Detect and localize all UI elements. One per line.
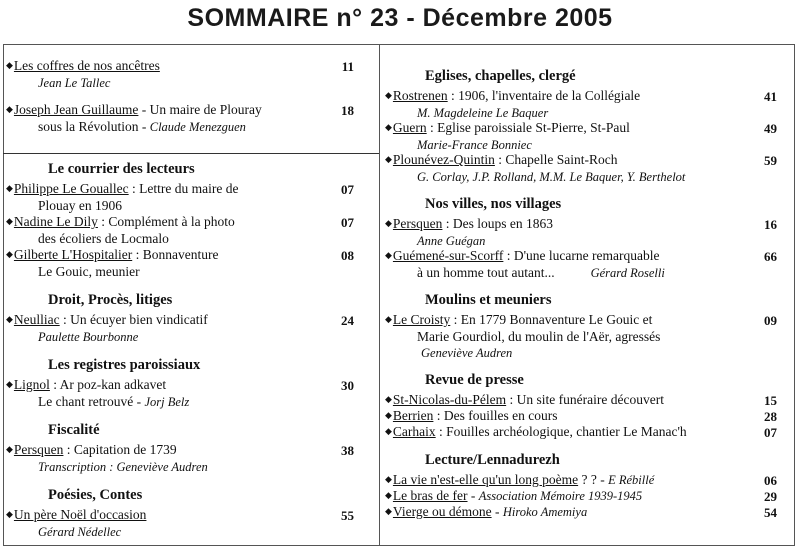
entry-line (6, 198, 238, 214)
toc-entry (385, 424, 687, 441)
entry-line (6, 312, 208, 329)
entry-title: Philippe Le Goualleс (13, 181, 129, 196)
entry-title: Vierge ou démone (392, 504, 492, 519)
entry-line (6, 58, 160, 75)
entry-title: Persquen (392, 216, 443, 231)
page-number: 28 (764, 409, 777, 424)
diamond-bullet-icon: ◆ (385, 474, 392, 484)
section-heading: Le courrier des lecteurs (48, 161, 195, 177)
page-number: 24 (341, 313, 354, 328)
section-heading: Lecture/Lennadurezh (425, 452, 560, 468)
entry-line (385, 312, 660, 329)
toc-entry (6, 247, 218, 280)
toc-entry (385, 152, 685, 185)
entry-line (6, 102, 262, 119)
entry-title: La vie n'est-elle qu'un long poème (392, 472, 579, 487)
diamond-bullet-icon: ◆ (385, 154, 392, 164)
entry-subtitle: : Fouilles archéologique, chantier Le Manac'h (435, 424, 687, 439)
section-heading: Droit, Procès, litiges (48, 292, 173, 308)
diamond-bullet-icon: ◆ (6, 216, 13, 226)
entry-line (6, 119, 262, 135)
section-heading: Eglises, chapelles, clergé (425, 68, 576, 84)
entry-subtitle: : Eglise paroissiale St-Pierre, St-Paul (426, 120, 630, 135)
toc-entry (6, 377, 189, 410)
entry-author: Jean Le Tallec (38, 76, 111, 90)
toc-entry (6, 181, 238, 214)
page-number: 59 (764, 153, 777, 168)
diamond-bullet-icon: ◆ (385, 250, 392, 260)
diamond-bullet-icon: ◆ (6, 509, 13, 519)
entry-title: Les coffres de nos ancêtres (13, 58, 160, 73)
entry-line (385, 424, 687, 441)
entry-author: Paulette Bourbonne (38, 330, 139, 344)
entry-subtitle: Marie Gourdiol, du moulin de l'Aër, agressés (417, 329, 661, 344)
page-number: 06 (764, 473, 777, 488)
entry-title: Joseph Jean Guillaume (13, 102, 139, 117)
entry-line (385, 392, 664, 409)
entry-line (385, 88, 640, 105)
toc-entry (385, 488, 642, 505)
entry-title: Carhaix (392, 424, 436, 439)
page-number: 66 (764, 249, 777, 264)
diamond-bullet-icon: ◆ (6, 444, 13, 454)
diamond-bullet-icon: ◆ (6, 379, 13, 389)
entry-line (385, 216, 553, 233)
diamond-bullet-icon: ◆ (385, 122, 392, 132)
entry-subtitle: - Un maire de Plouray (138, 102, 262, 117)
entry-line (385, 120, 630, 137)
diamond-bullet-icon: ◆ (6, 314, 13, 324)
entry-line (385, 233, 553, 249)
entry-line (385, 169, 685, 185)
entry-author: M. Magdeleine Le Baquer (417, 106, 549, 120)
entry-subtitle: - (467, 488, 479, 503)
entry-subtitle: : Des loups en 1863 (442, 216, 554, 231)
section-heading: Poésies, Contes (48, 487, 143, 503)
diamond-bullet-icon: ◆ (385, 506, 392, 516)
section-heading: Nos villes, nos villages (425, 196, 562, 212)
page-number: 55 (341, 508, 354, 523)
entry-subtitle: : Ar poz-kan adkavet (49, 377, 167, 392)
page-number: 38 (341, 443, 354, 458)
entry-subtitle: sous la Révolution - (38, 119, 150, 134)
entry-subtitle: : D'une lucarne remarquable (503, 248, 660, 263)
toc-entry (6, 312, 208, 345)
entry-title: Lignol (13, 377, 50, 392)
entry-line (6, 377, 189, 394)
entry-title: Gilberte L'Hospitalier (13, 247, 133, 262)
page-number: 16 (764, 217, 777, 232)
entry-line (385, 504, 587, 521)
entry-title: Le Croisty (392, 312, 451, 327)
entry-title: Berrien (392, 408, 434, 423)
entry-author: Claude Menezguen (149, 120, 246, 134)
entry-title: Neulliac (13, 312, 60, 327)
entry-title: Nadine Le Dily (13, 214, 98, 229)
entry-subtitle: Le chant retrouvé - (38, 394, 145, 409)
toc-entry (385, 504, 587, 521)
entry-line (385, 345, 660, 361)
page-number: 11 (341, 59, 354, 74)
diamond-bullet-icon: ◆ (385, 490, 392, 500)
toc-entry (385, 248, 665, 281)
entry-subtitle: Le Gouic, meunier (38, 264, 140, 279)
toc-entry (6, 58, 160, 91)
section-heading: Revue de presse (425, 372, 524, 388)
entry-subtitle: : En 1779 Bonnaventure Le Gouic et (450, 312, 653, 327)
toc-entry (385, 216, 553, 249)
page-number: 09 (764, 313, 777, 328)
entry-title: Guémené-sur-Scorff (392, 248, 504, 263)
entry-subtitle: Plouay en 1906 (38, 198, 122, 213)
entry-title: Plounévez-Quintin (392, 152, 495, 167)
entry-line (385, 329, 660, 345)
entry-line (385, 105, 640, 121)
entry-subtitle: : Bonnaventure (132, 247, 219, 262)
entry-line (6, 329, 208, 345)
toc-entry (385, 392, 664, 409)
entry-subtitle: : Capitation de 1739 (63, 442, 177, 457)
entry-author: Hiroko Amemiya (502, 505, 588, 519)
toc-entry (385, 88, 640, 121)
entry-line (385, 472, 654, 489)
entry-title: St-Nicolas-du-Pélem (392, 392, 507, 407)
toc-entry (385, 312, 660, 361)
diamond-bullet-icon: ◆ (6, 60, 13, 70)
page-number: 07 (341, 215, 354, 230)
entry-line (385, 265, 665, 281)
page-number: 30 (341, 378, 354, 393)
page-number: 07 (341, 182, 354, 197)
entry-line (6, 214, 235, 231)
toc-entry (6, 214, 235, 247)
toc-entry (385, 472, 654, 489)
diamond-bullet-icon: ◆ (6, 183, 13, 193)
entry-line (6, 524, 146, 540)
entry-subtitle: à un homme tout autant... (417, 265, 555, 280)
entry-subtitle: : Lettre du maire de (128, 181, 239, 196)
page-number: 29 (764, 489, 777, 504)
entry-line (385, 152, 685, 169)
page-number: 49 (764, 121, 777, 136)
toc-entry (385, 120, 630, 153)
entry-line (6, 264, 218, 280)
entry-line (6, 75, 160, 91)
toc-entry (6, 442, 208, 475)
entry-author: Marie-France Bonniec (417, 138, 532, 152)
entry-title: Persquen (13, 442, 64, 457)
section-heading: Les registres paroissiaux (48, 357, 201, 373)
toc-entry (385, 408, 558, 425)
section-heading: Moulins et meuniers (425, 292, 552, 308)
entry-author: G. Corlay, J.P. Rolland, M.M. Le Baquer, Y. Berthelot (417, 170, 686, 184)
entry-subtitle: : Chapelle Saint-Roch (494, 152, 618, 167)
diamond-bullet-icon: ◆ (385, 426, 392, 436)
toc-entry (6, 507, 146, 540)
diamond-bullet-icon: ◆ (385, 218, 392, 228)
entry-subtitle: : Complément à la photo (97, 214, 235, 229)
entry-line (6, 231, 235, 247)
diamond-bullet-icon: ◆ (385, 90, 392, 100)
entry-author: Anne Guégan (417, 234, 486, 248)
entry-title: Rostrenen (392, 88, 448, 103)
entry-line (385, 248, 665, 265)
entry-author: Gérard Nédellec (38, 525, 122, 539)
diamond-bullet-icon: ◆ (385, 410, 392, 420)
entry-line (6, 507, 146, 524)
entry-subtitle: : Un site funéraire découvert (506, 392, 664, 407)
entry-author: Jorj Belz (144, 395, 190, 409)
page-number: 41 (764, 89, 777, 104)
entry-author: Gérard Roselli (590, 266, 665, 280)
entry-title: Un père Noël d'occasion (13, 507, 147, 522)
toc-entry (6, 102, 262, 135)
entry-title: Le bras de fer (392, 488, 468, 503)
entry-subtitle: : 1906, l'inventaire de la Collégiale (447, 88, 641, 103)
page-number: 54 (764, 505, 777, 520)
entry-line (6, 247, 218, 264)
page-number: 15 (764, 393, 777, 408)
entry-subtitle: ? ? - (578, 472, 609, 487)
entry-line (6, 181, 238, 198)
entry-subtitle: : Un écuyer bien vindicatif (59, 312, 208, 327)
column-divider (379, 44, 380, 546)
entry-line (6, 394, 189, 410)
page-number: 18 (341, 103, 354, 118)
entry-line (385, 488, 642, 505)
diamond-bullet-icon: ◆ (6, 249, 13, 259)
entry-subtitle: des écoliers de Locmalo (38, 231, 169, 246)
diamond-bullet-icon: ◆ (6, 104, 13, 114)
entry-subtitle: : Des fouilles en cours (433, 408, 558, 423)
entry-line (6, 459, 208, 475)
entry-author: E Rébillé (608, 473, 655, 487)
entry-subtitle: - (491, 504, 503, 519)
entry-author: Transcription : Geneviève Audren (38, 460, 208, 474)
diamond-bullet-icon: ◆ (385, 314, 392, 324)
entry-author: Geneviève Audren (421, 346, 513, 360)
section-heading: Fiscalité (48, 422, 100, 438)
entry-author: Association Mémoire 1939-1945 (478, 489, 643, 503)
page-title: SOMMAIRE n° 23 - Décembre 2005 (187, 4, 613, 32)
entry-line (385, 408, 558, 425)
diamond-bullet-icon: ◆ (385, 394, 392, 404)
entry-line (385, 137, 630, 153)
entry-line (6, 442, 208, 459)
entry-title: Guern (392, 120, 427, 135)
page-number: 08 (341, 248, 354, 263)
page-number: 07 (764, 425, 777, 440)
